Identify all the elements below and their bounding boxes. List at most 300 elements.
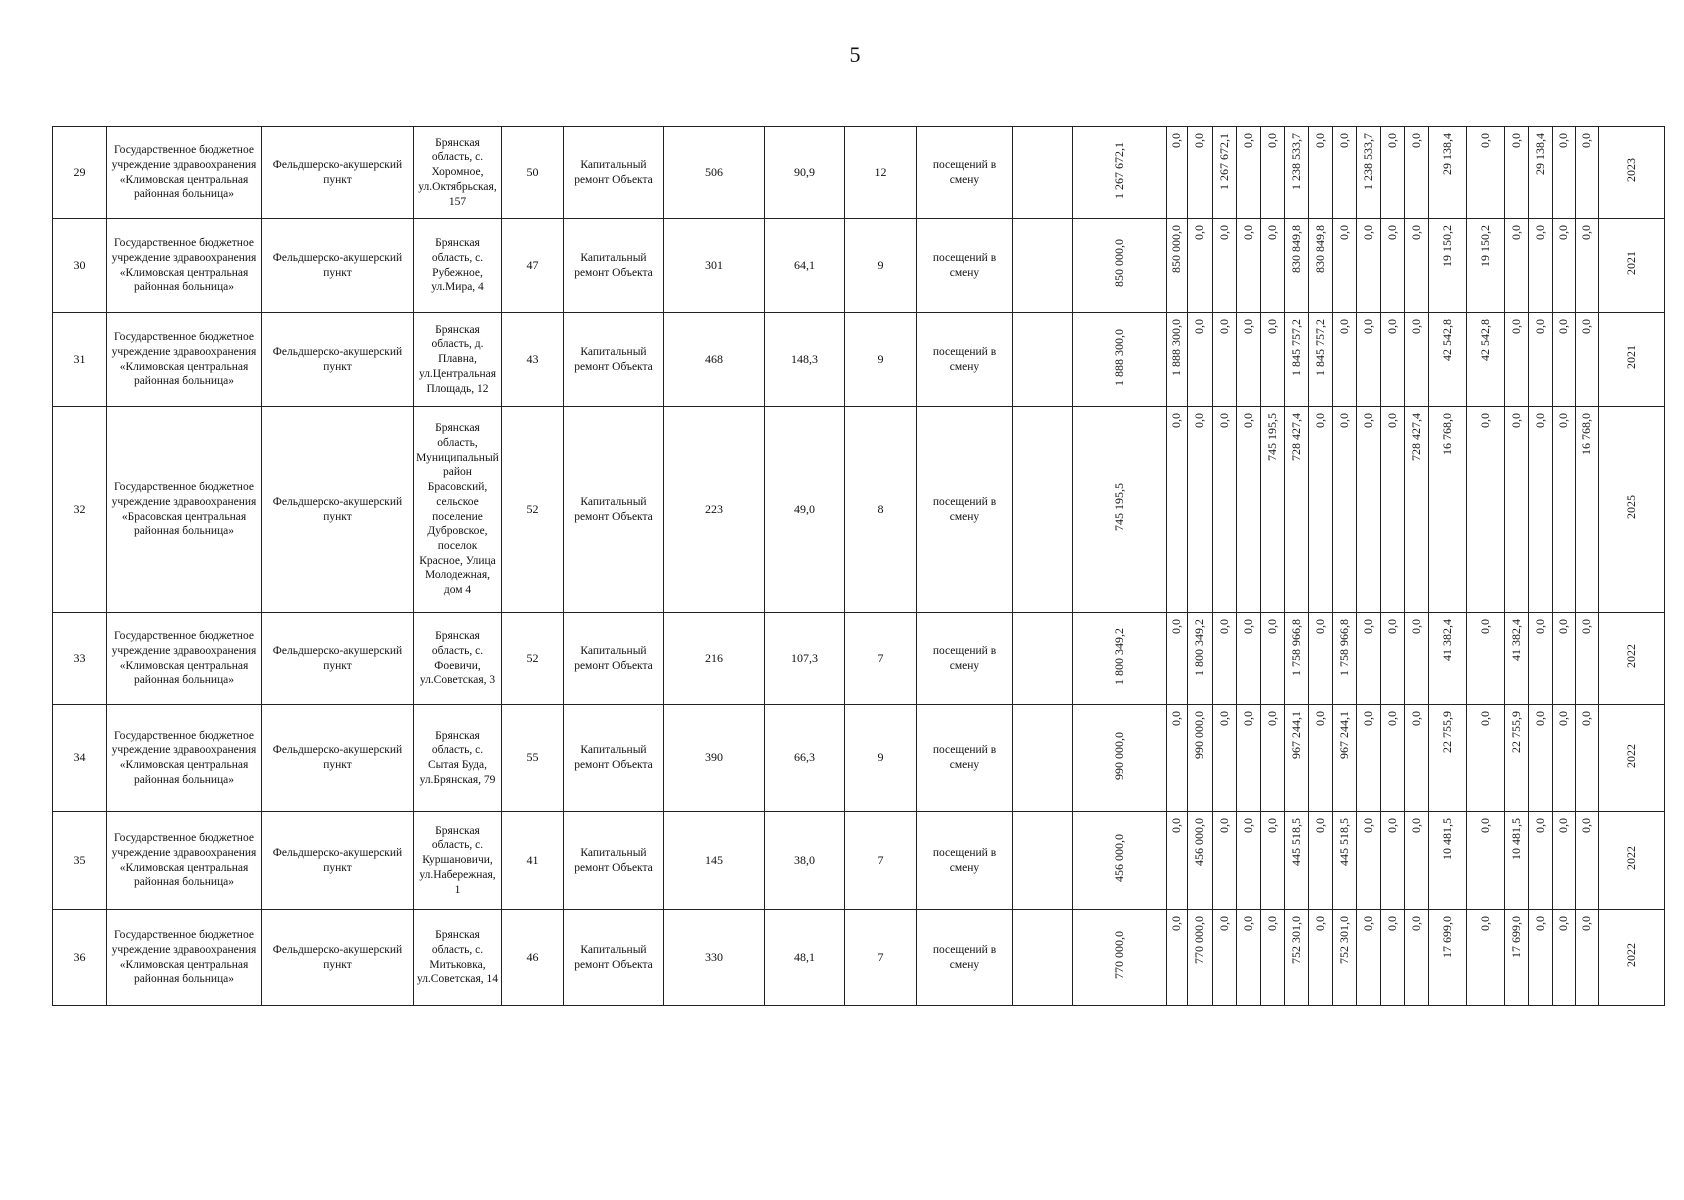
funding-value <box>1261 910 1285 1006</box>
funding-value-text: 0,0 <box>1579 225 1594 240</box>
staff-value: 7 <box>845 910 917 1006</box>
empty-cell <box>1013 705 1073 812</box>
funding-value-text: 0,0 <box>1216 319 1231 334</box>
funding-value <box>1467 613 1505 705</box>
work-type: Капитальный ремонт Объекта <box>564 812 664 910</box>
funding-value-text: 0,0 <box>1264 319 1279 334</box>
facility-type: Фельдшерско-акушерский пункт <box>262 127 414 219</box>
funding-value-text: 0,0 <box>1532 711 1547 726</box>
empty-cell <box>1013 313 1073 407</box>
staff-value: 7 <box>845 812 917 910</box>
funding-value-text: 0,0 <box>1384 133 1399 148</box>
funding-value-text: 0,0 <box>1384 413 1399 428</box>
funding-value-text: 0,0 <box>1556 319 1571 334</box>
institution-name: Государственное бюджетное учреждение здравоохранения «Климовская центральная районная больница» <box>107 313 262 407</box>
funding-value-text: 0,0 <box>1508 413 1523 428</box>
funding-value-text: 0,0 <box>1360 619 1375 634</box>
funding-value <box>1505 812 1529 910</box>
funding-value-text: 0,0 <box>1169 711 1184 726</box>
funding-value <box>1381 219 1405 313</box>
institution-name: Государственное бюджетное учреждение здравоохранения «Климовская центральная районная больница» <box>107 910 262 1006</box>
area-value: 90,9 <box>765 127 845 219</box>
funding-value-text: 0,0 <box>1579 133 1594 148</box>
funding-value <box>1357 705 1381 812</box>
facility-type: Фельдшерско-акушерский пункт <box>262 812 414 910</box>
capacity-unit: посещений в смену <box>917 127 1013 219</box>
completion-year <box>1599 313 1665 407</box>
funding-value-text: 0,0 <box>1360 225 1375 240</box>
funding-value-text: 1 238 533,7 <box>1288 133 1303 190</box>
funding-value-text: 0,0 <box>1532 225 1547 240</box>
facility-address: Брянская область, с. Фоевичи, ул.Советская, 3 <box>414 613 502 705</box>
table-row <box>53 705 1665 812</box>
row-number: 31 <box>53 313 107 407</box>
area-value: 48,1 <box>765 910 845 1006</box>
funding-value-text: 456 000,0 <box>1192 818 1207 866</box>
empty-cell <box>1013 613 1073 705</box>
completion-year-text: 2022 <box>1623 644 1638 669</box>
funding-value <box>1429 127 1467 219</box>
funding-value <box>1467 313 1505 407</box>
funding-value-text: 0,0 <box>1264 711 1279 726</box>
funding-value <box>1333 219 1357 313</box>
funding-value-text: 967 244,1 <box>1288 711 1303 759</box>
completion-year <box>1599 910 1665 1006</box>
empty-cell <box>1013 219 1073 313</box>
funding-value-text: 0,0 <box>1408 319 1423 334</box>
funding-value <box>1553 812 1576 910</box>
funding-value <box>1429 812 1467 910</box>
funding-value <box>1285 127 1309 219</box>
total-cost <box>1073 219 1167 313</box>
funding-value-text: 0,0 <box>1169 619 1184 634</box>
funding-value <box>1467 910 1505 1006</box>
funding-value <box>1309 705 1333 812</box>
table-row <box>53 219 1665 313</box>
funding-value <box>1405 910 1429 1006</box>
row-number: 36 <box>53 910 107 1006</box>
funding-value-text: 0,0 <box>1264 916 1279 931</box>
facility-type: Фельдшерско-акушерский пункт <box>262 313 414 407</box>
completion-year <box>1599 219 1665 313</box>
total-cost <box>1073 910 1167 1006</box>
funding-value-text: 0,0 <box>1240 319 1255 334</box>
table-row <box>53 812 1665 910</box>
funding-value <box>1237 219 1261 313</box>
funding-value <box>1357 613 1381 705</box>
total-cost-text: 1 888 300,0 <box>1111 328 1126 386</box>
funding-value <box>1285 613 1309 705</box>
funding-value <box>1357 407 1381 613</box>
funding-value <box>1237 613 1261 705</box>
funding-value <box>1405 219 1429 313</box>
funding-value <box>1237 127 1261 219</box>
funding-value <box>1405 613 1429 705</box>
funding-value-text: 0,0 <box>1312 818 1327 833</box>
funding-value-text: 0,0 <box>1240 818 1255 833</box>
funding-value-text: 0,0 <box>1556 225 1571 240</box>
funding-value-text: 22 755,9 <box>1439 711 1454 753</box>
funding-value-text: 0,0 <box>1556 711 1571 726</box>
completion-year <box>1599 613 1665 705</box>
funding-value-text: 0,0 <box>1532 319 1547 334</box>
funding-value <box>1505 219 1529 313</box>
funding-value-text: 0,0 <box>1532 413 1547 428</box>
staff-value: 8 <box>845 407 917 613</box>
funding-value <box>1553 313 1576 407</box>
funding-value-text: 17 699,0 <box>1508 916 1523 958</box>
total-cost-text: 456 000,0 <box>1111 834 1126 883</box>
table-row <box>53 613 1665 705</box>
funding-value <box>1357 910 1381 1006</box>
area-value: 64,1 <box>765 219 845 313</box>
funding-value <box>1309 219 1333 313</box>
funding-value <box>1213 812 1237 910</box>
funding-value-text: 967 244,1 <box>1336 711 1351 759</box>
funding-value-text: 752 301,0 <box>1336 916 1351 964</box>
funding-value-text: 0,0 <box>1169 413 1184 428</box>
funding-value <box>1261 407 1285 613</box>
funding-value-text: 0,0 <box>1216 619 1231 634</box>
area-value: 38,0 <box>765 812 845 910</box>
funding-value <box>1505 313 1529 407</box>
staff-value: 9 <box>845 219 917 313</box>
funding-value <box>1467 705 1505 812</box>
funding-value-text: 0,0 <box>1477 916 1492 931</box>
funding-value-text: 0,0 <box>1264 619 1279 634</box>
funding-value-text: 830 849,8 <box>1288 225 1303 273</box>
funding-value-text: 0,0 <box>1312 916 1327 931</box>
funding-value-text: 0,0 <box>1216 225 1231 240</box>
funding-value <box>1333 705 1357 812</box>
funding-value-text: 728 427,4 <box>1408 413 1423 461</box>
funding-value <box>1309 613 1333 705</box>
indicator-value: 330 <box>664 910 765 1006</box>
completion-year <box>1599 705 1665 812</box>
table-row <box>53 313 1665 407</box>
completion-year-text: 2021 <box>1623 345 1638 370</box>
funding-value <box>1381 910 1405 1006</box>
total-cost-text: 745 195,5 <box>1111 483 1126 532</box>
funding-value-text: 1 845 757,2 <box>1288 319 1303 376</box>
funding-value <box>1333 313 1357 407</box>
table-row <box>53 910 1665 1006</box>
funding-value <box>1357 127 1381 219</box>
funding-value-text: 0,0 <box>1360 711 1375 726</box>
funding-value <box>1381 407 1405 613</box>
facility-address: Брянская область, с. Сытая Буда, ул.Брянская, 79 <box>414 705 502 812</box>
staff-value: 9 <box>845 705 917 812</box>
funding-value <box>1429 407 1467 613</box>
object-code: 47 <box>502 219 564 313</box>
funding-value <box>1237 407 1261 613</box>
funding-value <box>1237 910 1261 1006</box>
row-number: 30 <box>53 219 107 313</box>
funding-value <box>1429 313 1467 407</box>
total-cost <box>1073 705 1167 812</box>
empty-cell <box>1013 127 1073 219</box>
funding-value-text: 10 481,5 <box>1508 818 1523 860</box>
funding-value-text: 16 768,0 <box>1579 413 1594 455</box>
area-value: 148,3 <box>765 313 845 407</box>
staff-value: 7 <box>845 613 917 705</box>
funding-value-text: 0,0 <box>1508 319 1523 334</box>
facility-type: Фельдшерско-акушерский пункт <box>262 219 414 313</box>
funding-value <box>1381 127 1405 219</box>
capacity-unit: посещений в смену <box>917 613 1013 705</box>
funding-value-text: 0,0 <box>1408 818 1423 833</box>
funding-value <box>1188 219 1213 313</box>
funding-value <box>1167 407 1188 613</box>
funding-value-text: 0,0 <box>1240 711 1255 726</box>
funding-value-text: 0,0 <box>1169 133 1184 148</box>
institution-name: Государственное бюджетное учреждение здравоохранения «Климовская центральная районная больница» <box>107 613 262 705</box>
funding-value-text: 0,0 <box>1312 619 1327 634</box>
indicator-value: 506 <box>664 127 765 219</box>
indicator-value: 301 <box>664 219 765 313</box>
area-value: 107,3 <box>765 613 845 705</box>
funding-value <box>1553 613 1576 705</box>
funding-value-text: 0,0 <box>1532 818 1547 833</box>
work-type: Капитальный ремонт Объекта <box>564 613 664 705</box>
funding-value-text: 0,0 <box>1336 413 1351 428</box>
funding-value-text: 0,0 <box>1477 133 1492 148</box>
funding-value <box>1405 407 1429 613</box>
funding-value-text: 41 382,4 <box>1439 619 1454 661</box>
funding-value-text: 42 542,8 <box>1477 319 1492 361</box>
funding-value-text: 0,0 <box>1408 916 1423 931</box>
object-code: 50 <box>502 127 564 219</box>
funding-value-text: 0,0 <box>1264 225 1279 240</box>
funding-value <box>1381 812 1405 910</box>
object-code: 46 <box>502 910 564 1006</box>
funding-value-text: 0,0 <box>1579 711 1594 726</box>
funding-value-text: 1 845 757,2 <box>1312 319 1327 376</box>
funding-value <box>1309 910 1333 1006</box>
funding-value-text: 0,0 <box>1408 619 1423 634</box>
funding-value <box>1467 219 1505 313</box>
funding-value-text: 0,0 <box>1408 711 1423 726</box>
funding-value <box>1429 705 1467 812</box>
funding-value <box>1333 613 1357 705</box>
work-type: Капитальный ремонт Объекта <box>564 705 664 812</box>
funding-value-text: 0,0 <box>1336 133 1351 148</box>
funding-value-text: 42 542,8 <box>1439 319 1454 361</box>
funding-value-text: 0,0 <box>1556 413 1571 428</box>
funding-value <box>1188 127 1213 219</box>
funding-value <box>1237 705 1261 812</box>
table-row <box>53 127 1665 219</box>
row-number: 35 <box>53 812 107 910</box>
funding-value-text: 0,0 <box>1556 916 1571 931</box>
funding-value-text: 0,0 <box>1312 133 1327 148</box>
funding-value <box>1553 705 1576 812</box>
facility-type: Фельдшерско-акушерский пункт <box>262 407 414 613</box>
completion-year-text: 2022 <box>1623 743 1638 768</box>
funding-value <box>1333 910 1357 1006</box>
funding-value <box>1309 127 1333 219</box>
staff-value: 9 <box>845 313 917 407</box>
funding-value-text: 17 699,0 <box>1439 916 1454 958</box>
funding-value <box>1213 910 1237 1006</box>
funding-value <box>1167 613 1188 705</box>
funding-value-text: 1 238 533,7 <box>1360 133 1375 190</box>
funding-value-text: 0,0 <box>1264 133 1279 148</box>
capacity-unit: посещений в смену <box>917 219 1013 313</box>
work-type: Капитальный ремонт Объекта <box>564 127 664 219</box>
completion-year <box>1599 407 1665 613</box>
table-row <box>53 407 1665 613</box>
funding-value <box>1505 705 1529 812</box>
funding-value-text: 0,0 <box>1384 319 1399 334</box>
funding-value <box>1505 407 1529 613</box>
funding-value <box>1188 910 1213 1006</box>
capacity-unit: посещений в смену <box>917 910 1013 1006</box>
funding-value <box>1381 313 1405 407</box>
work-type: Капитальный ремонт Объекта <box>564 313 664 407</box>
funding-value <box>1576 219 1599 313</box>
funding-value <box>1167 705 1188 812</box>
funding-value <box>1357 219 1381 313</box>
funding-value-text: 0,0 <box>1264 818 1279 833</box>
total-cost <box>1073 313 1167 407</box>
funding-value <box>1285 812 1309 910</box>
funding-value <box>1285 407 1309 613</box>
funding-value-text: 0,0 <box>1216 818 1231 833</box>
funding-value-text: 0,0 <box>1556 818 1571 833</box>
area-value: 49,0 <box>765 407 845 613</box>
funding-value <box>1505 613 1529 705</box>
funding-value <box>1467 812 1505 910</box>
facility-address: Брянская область, с. Хоромное, ул.Октябрьская, 157 <box>414 127 502 219</box>
funding-value <box>1576 407 1599 613</box>
funding-value-text: 728 427,4 <box>1288 413 1303 461</box>
funding-value-text: 0,0 <box>1336 319 1351 334</box>
funding-value <box>1333 407 1357 613</box>
funding-value <box>1505 127 1529 219</box>
funding-value <box>1213 705 1237 812</box>
funding-value-text: 0,0 <box>1384 818 1399 833</box>
funding-value <box>1357 313 1381 407</box>
funding-value-text: 1 758 966,8 <box>1336 619 1351 676</box>
funding-value-text: 445 518,5 <box>1288 818 1303 866</box>
facility-address: Брянская область, с. Митьковка, ул.Советская, 14 <box>414 910 502 1006</box>
total-cost <box>1073 407 1167 613</box>
facility-type: Фельдшерско-акушерский пункт <box>262 705 414 812</box>
funding-value <box>1357 812 1381 910</box>
row-number: 29 <box>53 127 107 219</box>
funding-value <box>1285 705 1309 812</box>
funding-value <box>1167 910 1188 1006</box>
funding-value <box>1213 613 1237 705</box>
staff-value: 12 <box>845 127 917 219</box>
funding-value <box>1467 407 1505 613</box>
object-code: 41 <box>502 812 564 910</box>
funding-value-text: 0,0 <box>1579 818 1594 833</box>
indicator-value: 216 <box>664 613 765 705</box>
funding-value-text: 0,0 <box>1240 413 1255 428</box>
indicator-value: 145 <box>664 812 765 910</box>
funding-value-text: 0,0 <box>1240 225 1255 240</box>
object-code: 52 <box>502 613 564 705</box>
funding-value <box>1213 127 1237 219</box>
funding-value-text: 0,0 <box>1169 818 1184 833</box>
facility-address: Брянская область, д. Плавна, ул.Центральная Площадь, 12 <box>414 313 502 407</box>
completion-year-text: 2025 <box>1623 495 1638 520</box>
funding-value-text: 0,0 <box>1192 319 1207 334</box>
row-number: 34 <box>53 705 107 812</box>
funding-value-text: 0,0 <box>1312 413 1327 428</box>
funding-value <box>1405 313 1429 407</box>
funding-value <box>1576 613 1599 705</box>
funding-value-text: 830 849,8 <box>1312 225 1327 273</box>
funding-value <box>1213 407 1237 613</box>
funding-value-text: 0,0 <box>1579 916 1594 931</box>
funding-value <box>1381 705 1405 812</box>
funding-value <box>1188 313 1213 407</box>
funding-value-text: 0,0 <box>1556 619 1571 634</box>
funding-value-text: 0,0 <box>1579 319 1594 334</box>
capacity-unit: посещений в смену <box>917 812 1013 910</box>
funding-value-text: 0,0 <box>1240 133 1255 148</box>
funding-value <box>1188 613 1213 705</box>
object-code: 43 <box>502 313 564 407</box>
funding-value-text: 19 150,2 <box>1439 225 1454 267</box>
funding-value-text: 1 758 966,8 <box>1288 619 1303 676</box>
funding-value-text: 0,0 <box>1477 619 1492 634</box>
page-number: 5 <box>849 42 861 67</box>
funding-value-text: 1 800 349,2 <box>1192 619 1207 676</box>
capacity-unit: посещений в смену <box>917 407 1013 613</box>
empty-cell <box>1013 407 1073 613</box>
empty-cell <box>1013 910 1073 1006</box>
funding-value-text: 29 138,4 <box>1439 133 1454 175</box>
institution-name: Государственное бюджетное учреждение здравоохранения «Брасовская центральная районная больница» <box>107 407 262 613</box>
total-cost <box>1073 812 1167 910</box>
funding-value-text: 0,0 <box>1360 916 1375 931</box>
funding-value <box>1529 407 1553 613</box>
facility-type: Фельдшерско-акушерский пункт <box>262 910 414 1006</box>
funding-value <box>1167 812 1188 910</box>
funding-value <box>1309 313 1333 407</box>
funding-value-text: 0,0 <box>1508 133 1523 148</box>
facility-address: Брянская область, с. Куршановичи, ул.Набережная, 1 <box>414 812 502 910</box>
funding-value <box>1309 812 1333 910</box>
funding-value <box>1188 705 1213 812</box>
funding-value-text: 0,0 <box>1312 711 1327 726</box>
funding-value <box>1467 127 1505 219</box>
funding-value-text: 0,0 <box>1169 916 1184 931</box>
capacity-unit: посещений в смену <box>917 313 1013 407</box>
funding-value <box>1285 219 1309 313</box>
funding-value-text: 0,0 <box>1477 711 1492 726</box>
funding-value <box>1529 313 1553 407</box>
funding-value <box>1261 219 1285 313</box>
table-body <box>53 127 1665 1006</box>
funding-value <box>1576 127 1599 219</box>
facility-type: Фельдшерско-акушерский пункт <box>262 613 414 705</box>
total-cost <box>1073 613 1167 705</box>
completion-year <box>1599 127 1665 219</box>
funding-value <box>1167 127 1188 219</box>
funding-value <box>1237 313 1261 407</box>
institution-name: Государственное бюджетное учреждение здравоохранения «Климовская центральная районная больница» <box>107 219 262 313</box>
funding-value-text: 0,0 <box>1192 225 1207 240</box>
funding-value-text: 0,0 <box>1216 413 1231 428</box>
funding-value-text: 0,0 <box>1532 916 1547 931</box>
funding-value-text: 0,0 <box>1384 916 1399 931</box>
funding-value-text: 41 382,4 <box>1508 619 1523 661</box>
